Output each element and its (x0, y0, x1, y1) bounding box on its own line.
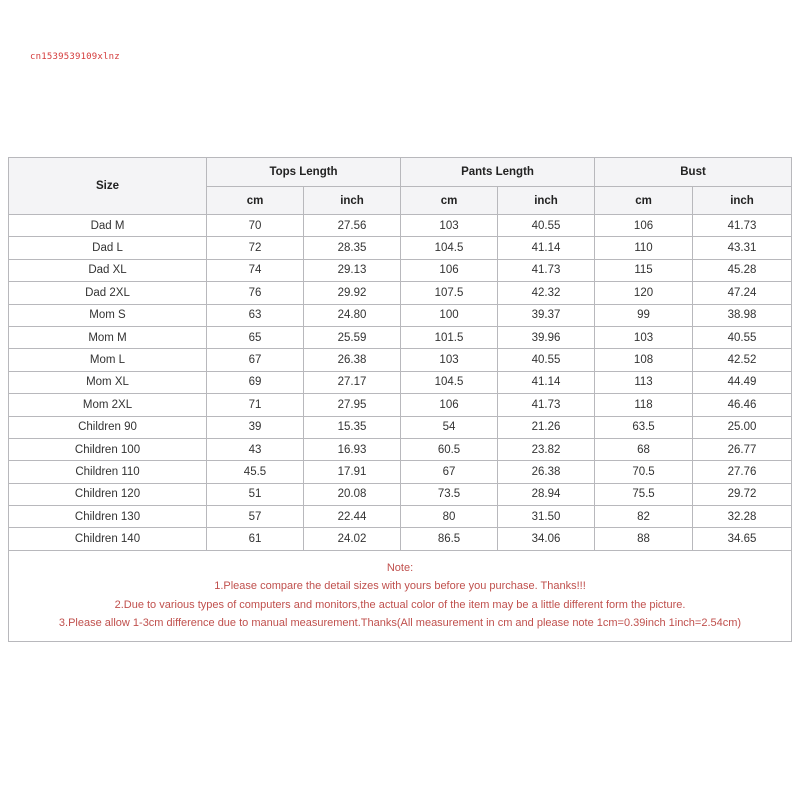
tops-cm-cell: 72 (207, 237, 304, 259)
bust-inch-cell: 44.49 (693, 371, 792, 393)
tops-cm-cell: 71 (207, 394, 304, 416)
size-cell: Mom M (9, 326, 207, 348)
pants-inch-cell: 26.38 (498, 461, 595, 483)
size-column-header: Size (9, 158, 207, 215)
table-row (9, 394, 792, 416)
pants-cm-cell: 100 (401, 304, 498, 326)
pants-cm-cell: 101.5 (401, 326, 498, 348)
tops-inch-cell: 16.93 (304, 438, 401, 460)
tops-inch-cell: 27.95 (304, 394, 401, 416)
bust-inch-cell: 26.77 (693, 438, 792, 460)
bust-inch-cell: 27.76 (693, 461, 792, 483)
tops-inch-cell: 28.35 (304, 237, 401, 259)
bust-cm-cell: 88 (595, 528, 693, 550)
bust-cm-cell: 68 (595, 438, 693, 460)
pants-cm-cell: 103 (401, 349, 498, 371)
pants-inch-cell: 40.55 (498, 349, 595, 371)
tops-cm-cell: 65 (207, 326, 304, 348)
tops-inch-cell: 27.56 (304, 215, 401, 237)
tops-cm-cell: 61 (207, 528, 304, 550)
pants-inch-cell: 40.55 (498, 215, 595, 237)
size-cell: Children 100 (9, 438, 207, 460)
table-row (9, 304, 792, 326)
size-cell: Children 120 (9, 483, 207, 505)
tops-inch-cell: 17.91 (304, 461, 401, 483)
bust-inch-cell: 29.72 (693, 483, 792, 505)
table-row (9, 282, 792, 304)
size-rows (9, 215, 792, 551)
pants-inch-cell: 23.82 (498, 438, 595, 460)
tops-cm-cell: 70 (207, 215, 304, 237)
size-cell: Children 140 (9, 528, 207, 550)
table-row (9, 506, 792, 528)
tops-inch-cell: 27.17 (304, 371, 401, 393)
bust-cm-cell: 115 (595, 259, 693, 281)
bust-inch-cell: 40.55 (693, 326, 792, 348)
pants-inch-cell: 41.73 (498, 394, 595, 416)
bust-inch-cell: 43.31 (693, 237, 792, 259)
pants-cm-cell: 54 (401, 416, 498, 438)
bust-cm-cell: 75.5 (595, 483, 693, 505)
table-row (9, 438, 792, 460)
table-row (9, 237, 792, 259)
note-line: 3.Please allow 1-3cm difference due to manual measurement.Thanks(All measurement in cm and please note 1cm=0.39inch 1inch=2.54cm) (58, 617, 742, 630)
table-row (9, 259, 792, 281)
pants-inch-cell: 28.94 (498, 483, 595, 505)
note-line: 1.Please compare the detail sizes with yours before you purchase. Thanks!!! (214, 580, 586, 593)
pants-cm-cell: 107.5 (401, 282, 498, 304)
bust-inch-cell: 45.28 (693, 259, 792, 281)
bust-inch-cell: 25.00 (693, 416, 792, 438)
tops-inch-cell: 25.59 (304, 326, 401, 348)
unit-header: inch (304, 187, 401, 215)
bust-inch-cell: 38.98 (693, 304, 792, 326)
tops-inch-cell: 15.35 (304, 416, 401, 438)
bust-cm-cell: 113 (595, 371, 693, 393)
table-row (9, 416, 792, 438)
notes-cell (9, 550, 792, 641)
tops-cm-cell: 51 (207, 483, 304, 505)
pants-inch-cell: 42.32 (498, 282, 595, 304)
bust-cm-cell: 70.5 (595, 461, 693, 483)
header-group-row (9, 158, 792, 187)
size-cell: Mom S (9, 304, 207, 326)
table-row (9, 483, 792, 505)
note-title: Note: (386, 561, 414, 574)
table-row (9, 371, 792, 393)
tops-cm-cell: 45.5 (207, 461, 304, 483)
bust-cm-cell: 99 (595, 304, 693, 326)
size-cell: Mom XL (9, 371, 207, 393)
pants-cm-cell: 104.5 (401, 371, 498, 393)
bust-cm-cell: 108 (595, 349, 693, 371)
bust-cm-cell: 106 (595, 215, 693, 237)
pants-cm-cell: 60.5 (401, 438, 498, 460)
tops-inch-cell: 22.44 (304, 506, 401, 528)
bust-inch-cell: 32.28 (693, 506, 792, 528)
size-cell: Mom L (9, 349, 207, 371)
table-row (9, 461, 792, 483)
pants-inch-cell: 41.14 (498, 371, 595, 393)
tops-inch-cell: 20.08 (304, 483, 401, 505)
tops-cm-cell: 69 (207, 371, 304, 393)
pants-cm-cell: 73.5 (401, 483, 498, 505)
size-cell: Children 130 (9, 506, 207, 528)
table-row (9, 349, 792, 371)
pants-cm-cell: 106 (401, 259, 498, 281)
bust-cm-cell: 63.5 (595, 416, 693, 438)
tops-length-header: Tops Length (207, 158, 401, 187)
size-cell: Children 90 (9, 416, 207, 438)
bust-inch-cell: 46.46 (693, 394, 792, 416)
tops-cm-cell: 74 (207, 259, 304, 281)
pants-inch-cell: 39.37 (498, 304, 595, 326)
size-cell: Mom 2XL (9, 394, 207, 416)
size-cell: Children 110 (9, 461, 207, 483)
pants-inch-cell: 41.73 (498, 259, 595, 281)
tops-cm-cell: 76 (207, 282, 304, 304)
bust-cm-cell: 118 (595, 394, 693, 416)
tops-inch-cell: 29.92 (304, 282, 401, 304)
tops-inch-cell: 26.38 (304, 349, 401, 371)
pants-cm-cell: 86.5 (401, 528, 498, 550)
bust-inch-cell: 41.73 (693, 215, 792, 237)
size-chart-table (8, 157, 792, 642)
note-line: 2.Due to various types of computers and monitors,the actual color of the item may be a little different form the picture. (114, 598, 686, 611)
bust-inch-cell: 34.65 (693, 528, 792, 550)
unit-header: inch (693, 187, 792, 215)
tops-cm-cell: 57 (207, 506, 304, 528)
watermark-text: cn1539539109xlnz (30, 52, 120, 62)
pants-inch-cell: 21.26 (498, 416, 595, 438)
bust-cm-cell: 120 (595, 282, 693, 304)
tops-cm-cell: 63 (207, 304, 304, 326)
unit-header: inch (498, 187, 595, 215)
pants-length-header: Pants Length (401, 158, 595, 187)
pants-cm-cell: 67 (401, 461, 498, 483)
size-cell: Dad L (9, 237, 207, 259)
size-cell: Dad M (9, 215, 207, 237)
pants-cm-cell: 80 (401, 506, 498, 528)
bust-inch-cell: 42.52 (693, 349, 792, 371)
pants-inch-cell: 41.14 (498, 237, 595, 259)
tops-inch-cell: 24.80 (304, 304, 401, 326)
unit-header: cm (207, 187, 304, 215)
bust-cm-cell: 82 (595, 506, 693, 528)
unit-header: cm (595, 187, 693, 215)
unit-header: cm (401, 187, 498, 215)
table-row (9, 215, 792, 237)
tops-cm-cell: 43 (207, 438, 304, 460)
tops-cm-cell: 39 (207, 416, 304, 438)
table-row (9, 326, 792, 348)
pants-inch-cell: 39.96 (498, 326, 595, 348)
notes-row (9, 550, 792, 641)
bust-header: Bust (595, 158, 792, 187)
table-row (9, 528, 792, 550)
pants-cm-cell: 103 (401, 215, 498, 237)
bust-inch-cell: 47.24 (693, 282, 792, 304)
tops-inch-cell: 29.13 (304, 259, 401, 281)
tops-inch-cell: 24.02 (304, 528, 401, 550)
bust-cm-cell: 110 (595, 237, 693, 259)
pants-cm-cell: 104.5 (401, 237, 498, 259)
bust-cm-cell: 103 (595, 326, 693, 348)
size-cell: Dad XL (9, 259, 207, 281)
pants-inch-cell: 31.50 (498, 506, 595, 528)
tops-cm-cell: 67 (207, 349, 304, 371)
pants-inch-cell: 34.06 (498, 528, 595, 550)
size-cell: Dad 2XL (9, 282, 207, 304)
pants-cm-cell: 106 (401, 394, 498, 416)
